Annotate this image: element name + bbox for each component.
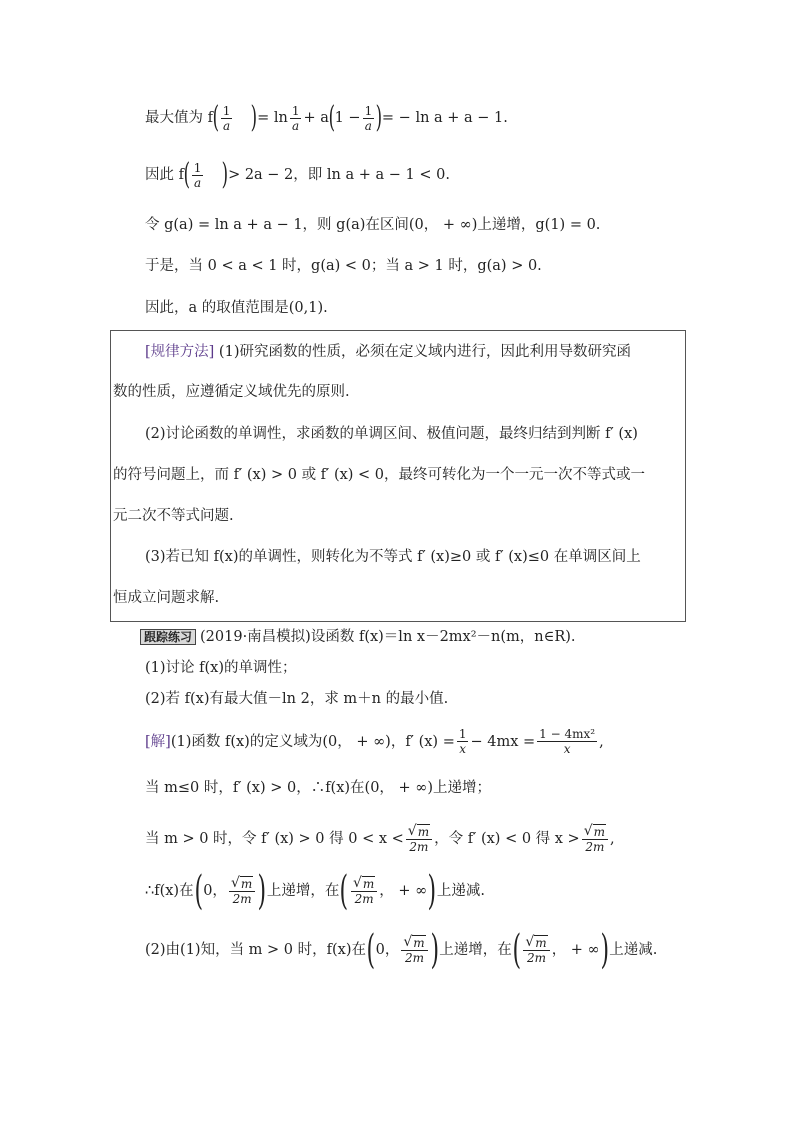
solution-tag: [解]: [145, 733, 171, 750]
text: 因此 f: [145, 167, 184, 183]
num: 1: [222, 103, 231, 118]
text: 上递增，在: [266, 883, 340, 899]
fraction: [363, 104, 375, 133]
text: = ln: [257, 110, 288, 126]
text: + a: [303, 110, 329, 126]
fraction: [537, 727, 597, 756]
fraction: [290, 104, 302, 133]
num: 1: [364, 103, 373, 118]
den: 2m: [404, 951, 424, 965]
paren: ): [600, 927, 609, 973]
num: 1 − 4mx²: [539, 727, 596, 741]
solution-line-1: [145, 727, 604, 756]
text: ， + ∞: [551, 942, 600, 958]
radicand: m: [417, 825, 430, 839]
paren: ): [257, 868, 267, 914]
method-box: [110, 330, 686, 622]
text: 1 −: [334, 110, 361, 126]
let-g-line: 令 g(a) = ln a + a − 1，则 g(a)在区间(0， + ∞)上递增，g(1) = 0.: [145, 217, 601, 233]
box-line-5: 元二次不等式问题.: [113, 508, 234, 524]
den: a: [193, 175, 202, 190]
paren: (: [366, 927, 376, 973]
method-tag: [规律方法]: [145, 344, 215, 360]
text: ,: [599, 733, 604, 750]
text: = − ln a + a − 1.: [381, 110, 508, 126]
den: a: [222, 118, 231, 133]
text: 上递增，在: [439, 942, 512, 958]
den: a: [292, 118, 300, 133]
den: 2m: [409, 840, 429, 854]
box-line-7: 恒成立问题求解.: [113, 590, 220, 606]
question-2: (2)若 f(x)有最大值－ln 2，求 m＋n 的最小值.: [145, 691, 449, 707]
den: 2m: [354, 892, 374, 906]
box-line-4: 的符号问题上，而 f′ (x) > 0 或 f′ (x) < 0，最终可转化为一个一元一次不等式或一: [113, 467, 646, 483]
text: ∴f(x)在: [145, 883, 194, 899]
num: 1: [458, 727, 467, 741]
text: 当 m > 0 时，令 f′ (x) > 0 得 0 < x <: [145, 831, 404, 847]
den: a: [364, 118, 372, 133]
num: 1: [291, 103, 300, 118]
fraction: [192, 161, 204, 190]
max-value-line: [145, 100, 508, 135]
paren: (: [512, 927, 521, 973]
paren: ): [427, 868, 437, 914]
radicand: m: [362, 877, 375, 891]
text: 最大值为 f: [145, 110, 213, 126]
exercise-stem: [140, 626, 576, 648]
fraction: [406, 824, 432, 854]
paren: ): [375, 100, 383, 135]
paren: (: [194, 868, 203, 914]
text: ， + ∞: [379, 883, 428, 899]
sqrt: √ m: [230, 875, 253, 891]
so-line: 于是，当 0 < a < 1 时，g(a) < 0；当 a > 1 时，g(a) > 0.: [145, 258, 542, 274]
radicand: m: [535, 936, 547, 950]
text: ,: [610, 831, 615, 847]
therefore-line: [145, 157, 450, 192]
den: x: [563, 742, 571, 756]
fraction: [523, 935, 549, 965]
fraction: [457, 727, 469, 756]
sqrt: √ m: [583, 823, 606, 839]
den: 2m: [232, 892, 252, 906]
text: 0，: [203, 883, 227, 899]
sqrt: √ m: [407, 823, 430, 839]
text: (1)函数 f(x)的定义域为(0， + ∞)，f′ (x) =: [170, 733, 455, 750]
box-line-6: (3)若已知 f(x)的单调性，则转化为不等式 f′ (x)≥0 或 f′ (x)≤0 在单调区间上: [145, 549, 641, 565]
exercise-tag: 跟踪练习: [140, 629, 196, 645]
radicand: m: [593, 825, 606, 839]
fraction: [582, 824, 608, 854]
solution-line-4: [145, 868, 485, 914]
solution-line-5: [145, 927, 658, 973]
radicand: m: [413, 936, 425, 950]
paren: (: [212, 100, 220, 135]
paren: ): [250, 100, 258, 135]
den: x: [459, 742, 467, 756]
num: 1: [193, 160, 202, 175]
fraction: [221, 104, 233, 133]
paren: ): [430, 927, 439, 973]
fraction: [229, 876, 255, 906]
text: (2)由(1)知，当 m > 0 时，f(x)在: [145, 942, 366, 958]
text: (1)研究函数的性质，必须在定义域内进行，因此利用导数研究函: [214, 344, 631, 360]
sqrt: √ m: [352, 875, 375, 891]
paren: ): [221, 157, 229, 192]
sqrt: √ m: [525, 934, 547, 950]
text: ，令 f′ (x) < 0 得 x >: [434, 831, 580, 847]
box-line-1: [145, 341, 631, 363]
text: (2019·南昌模拟)设函数 f(x)＝ln x－2mx²－n(m，n∈R).: [200, 629, 576, 645]
paren: (: [328, 100, 335, 135]
sqrt: √ m: [403, 934, 425, 950]
fraction: [401, 935, 427, 965]
text: 上递减.: [436, 883, 485, 899]
box-line-3: (2)讨论函数的单调性，求函数的单调区间、极值问题，最终归结到判断 f′ (x): [145, 426, 638, 442]
solution-line-2: 当 m≤0 时，f′ (x) > 0，∴f(x)在(0， + ∞)上递增；: [145, 780, 492, 796]
solution-line-3: [145, 824, 615, 854]
text: − 4mx =: [470, 733, 536, 750]
fraction: [351, 876, 377, 906]
paren: (: [183, 157, 191, 192]
box-line-2: 数的性质，应遵循定义域优先的原则.: [113, 384, 350, 400]
den: 2m: [527, 951, 547, 965]
text: 上递减.: [609, 942, 658, 958]
text: > 2a − 2，即 ln a + a − 1 < 0.: [228, 167, 450, 183]
range-line: 因此，a 的取值范围是(0,1).: [145, 300, 328, 316]
paren: (: [339, 868, 349, 914]
den: 2m: [585, 840, 605, 854]
question-1: (1)讨论 f(x)的单调性；: [145, 660, 297, 676]
text: 0，: [375, 942, 400, 958]
radicand: m: [240, 877, 253, 891]
